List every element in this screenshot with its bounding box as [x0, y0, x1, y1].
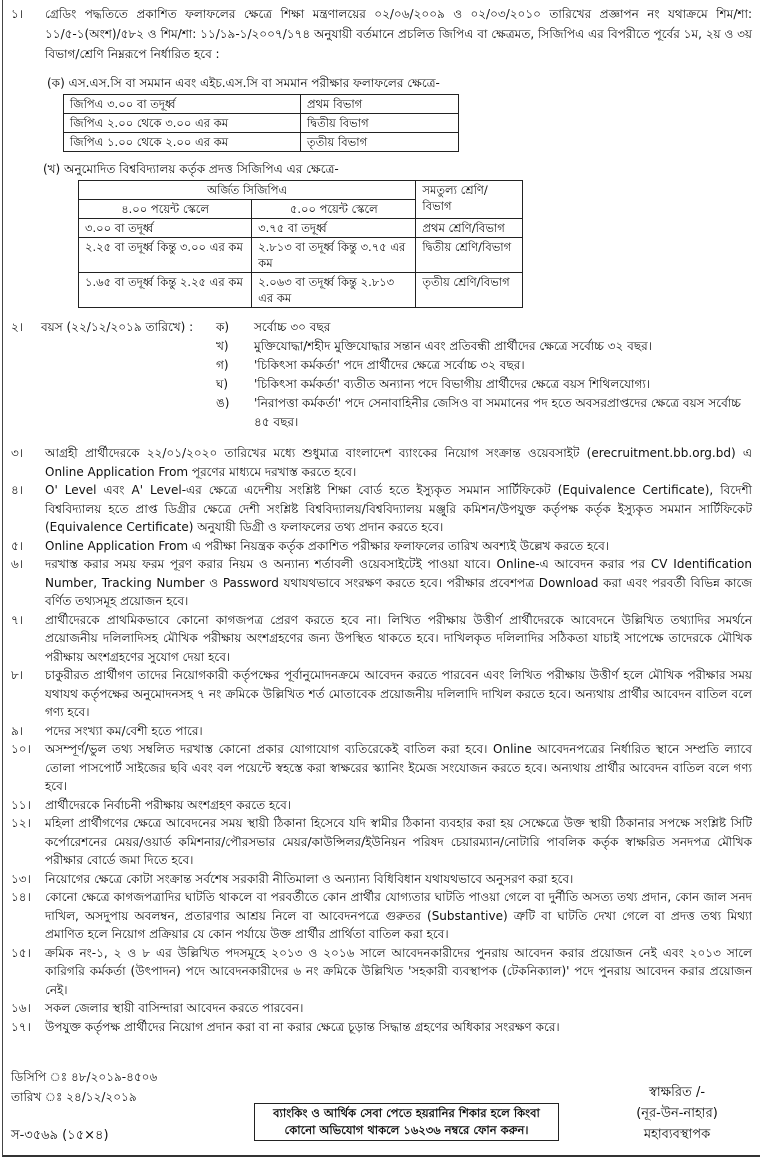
reference-number: স-৩৫৬৯ (১৫×৪) — [11, 1128, 109, 1143]
rule-mark: গ) — [216, 358, 229, 372]
rule-text: 'চিকিৎসা কর্মকর্তা' ব্যতীত অন্যান্য পদে বিভাগীয় প্রার্থীদের ক্ষেত্রে বয়স শিথিলযোগ্য। — [254, 377, 651, 391]
footer — [11, 1062, 752, 1145]
item-number: ৫। — [11, 538, 24, 553]
table-header-row — [79, 181, 523, 200]
table-cell: জিপিএ ২.০০ থেকে ৩.০০ এর কম — [64, 114, 301, 133]
dcp-number: ডিসিপি ঃ ৪৮/২০১৯-৪৫০৬ — [11, 1070, 158, 1084]
table-cell: ২.০৬৩ বা তদূর্ধ্ব কিন্তু ২.৮১৩ এর কম — [252, 273, 416, 308]
item-text: দরখাস্ত করার সময় ফরম পূরণ করার নিয়ম ও অন্যান্য শর্তাবলী ওয়েবসাইটেই পাওয়া যাবে। Online-এ আবেদন করার পর CV Identification Number, Tracking Number ও Password যথাযথভাবে সংরক্ষণ করতে হবে। পরীক্ষার প্রবেশপত্র Download করা এবং পরবর্তী বিভিন্ন কাজে বর্ণিত তথ্যসমূহ প্রয়োজন হবে। — [45, 557, 752, 608]
table-cell: প্রথম শ্রেণি/বিভাগ — [416, 219, 523, 238]
list-item — [11, 740, 752, 796]
table-cell: দ্বিতীয় শ্রেণি/বিভাগ — [416, 238, 523, 273]
item-text: প্রার্থীদেরকে নির্বাচনী পরীক্ষায় অংশগ্রহণ করতে হবে। — [45, 797, 292, 812]
item-number: ৩। — [11, 446, 24, 460]
table-cell: প্রথম বিভাগ — [301, 95, 459, 114]
item-text: অসম্পূর্ণ/ভুল তথ্য সম্বলিত দরখাস্ত কোনো প্রকার যোগাযোগ ব্যতিরেকেই বাতিল করা হবে। Online আবেদনপত্রের নির্ধারিত স্থানে সম্প্রতি ল্যাবে তোলা পাসপোর্ট সাইজের ছবি এবং বল পয়েন্টে স্বহস্তে করা স্বাক্ষরের স্ক্যানিং ইমেজ সংযোজন করতে হবে। অন্যথায় প্রার্থীর আবেদন বাতিল বলে গণ্য হবে। — [45, 742, 752, 793]
item-text: Online Application From এ পরীক্ষা নিয়ন্ত্রক কর্তৃক প্রকাশিত পরীক্ষার ফলাফলের তারিখ অবশ্যই উল্লেখ করতে হবে। — [45, 538, 610, 553]
list-item — [11, 537, 752, 556]
item-text: O' Level এবং A' Level-এর ক্ষেত্রে এদেশীয় সংশ্লিষ্ট শিক্ষা বোর্ড হতে ইস্যুকৃত সমমান সার্টিফিকেট (Equivalence Certificate), বিদেশী বিশ্ববিদ্যালয় হতে প্রাপ্ত ডিগ্রীর ক্ষেত্রে দেশী সংশ্লিষ্ট বিশ্ববিদ্যালয়/বিশ্ববিদ্যালয় মঞ্জুরি কমিশন/উপযুক্ত কর্তৃপক্ষ কর্তৃক ইস্যুকৃত সমমান সার্টিফিকেট (Equivalence Certificate) অনুযায়ী ডিগ্রী ও ফলাফলের তথ্য প্রদান করতে হবে। — [45, 483, 752, 534]
table-cell: জিপিএ ৩.০০ বা তদূর্ধ্ব — [64, 95, 301, 114]
table-cell: ১.৬৫ বা তদূর্ধ্ব কিন্তু ২.২৫ এর কম — [79, 273, 252, 308]
signed-label: স্বাক্ষরিত /- — [648, 1085, 706, 1100]
footer-left — [11, 1067, 211, 1145]
gpa-table — [63, 94, 459, 152]
header-cgpa: অর্জিত সিজিপিএ — [79, 181, 416, 200]
item-number: ৪। — [11, 483, 24, 497]
item-text: চাকুরীরত প্রার্থীগণ তাদের নিয়োগকারী কর্তৃপক্ষের পূর্বানুমোদনক্রমে আবেদন করতে পারবেন এবং লিখিত পরীক্ষায় উত্তীর্ণ হলে মৌখিক পরীক্ষার সময় যথাযথ কর্তৃপক্ষের অনুমোদনসহ ৭ নং ক্রমিকে উল্লিখিত শর্ত মোতাবেক প্রয়োজনীয় দলিলাদি দাখিল করতে হবে। অন্যথায় প্রার্থীর আবেদন বাতিল বলে গণ্য হবে। — [45, 668, 752, 719]
table-row — [64, 114, 459, 133]
table-row — [64, 133, 459, 152]
table-cell: ২.৮১৩ বা তদূর্ধ্ব কিন্তু ৩.৭৫ এর কম — [252, 238, 416, 273]
notice-line: কোনো অভিযোগ থাকলে ১৬২৩৬ নম্বরে ফোন করুন। — [284, 1123, 529, 1137]
rule-text: মুক্তিযোদ্ধা/শহীদ মুক্তিযোদ্ধার সন্তান এবং প্রতিবন্ধী প্রার্থীদের ক্ষেত্রে সর্বোচ্চ ৩২ বছর। — [254, 339, 653, 353]
item-number: ১২। — [11, 816, 31, 830]
item-number: ১৬। — [11, 1001, 31, 1015]
item-text: গ্রেডিং পদ্ধতিতে প্রকাশিত ফলাফলের ক্ষেত্রে শিক্ষা মন্ত্রণালয়ের ০২/০৬/২০০৯ ও ০২/০৩/২০১০ তারিখের প্রজ্ঞাপন নং যথাক্রমে শিম/শা: ১১/৫-১(অংশ)/৫৮২ ও শিম/শা: ১১/১৯-১/২০০৭/১৭৪ অনুযায়ী বর্তমানে প্রচলিত জিপিএ বা ক্ষেত্রমত, সিজিপিএ এর বিপরীতে পূর্বের ১ম, ২য় ও ৩য় বিভাগ/শ্রেণি নিম্নরূপে নির্ধারিত হবে : — [45, 7, 752, 61]
header-5-scale: ৫.০০ পয়েন্ট স্কেলে — [252, 200, 416, 219]
item-text: আগ্রহী প্রার্থীদেরকে ২২/০১/২০২০ তারিখের মধ্যে শুধুমাত্র বাংলাদেশ ব্যাংকের নিয়োগ সংক্রান্ত ওয়েবসাইট (erecruitment.bb.org.bd) এ Online Application From পূরণের মাধ্যমে দরখাস্ত করতে হবে। — [45, 446, 752, 479]
item-number: ১১। — [11, 797, 31, 812]
list-item — [11, 444, 752, 481]
rule-text: 'চিকিৎসা কর্মকর্তা' পদে প্রার্থীদের ক্ষেত্রে সর্বোচ্চ ৩২ বছর। — [254, 358, 525, 372]
rule-text: সর্বোচ্চ ৩০ বছর — [254, 320, 331, 334]
table-cell: দ্বিতীয় বিভাগ — [301, 114, 459, 133]
cgpa-table — [78, 180, 523, 308]
item-text: কোনো ক্ষেত্রে কাগজপত্রাদির ঘাটতি থাকলে বা পরবর্তীতে কোন প্রার্থীর যোগ্যতার ঘাটতি পাওয়া গেলে বা দুর্নীতি অসত্য তথ্য প্রদান, কোন জাল সনদ দাখিল, অসদুপায় অবলম্বন, প্রতারণার আশ্রয় নিলে বা আবেদনপত্রে গুরুতর (Substantive) ত্রুটি বা ঘাটতি দেখা গেলে বা প্রদত্ত তথ্য মিথ্যা প্রমাণিত হলে নিয়োগ প্রক্রিয়ার যে কোন পর্যায়ে উক্ত প্রার্থীর প্রার্থিতা বাতিল করা হবে। — [45, 890, 752, 941]
item-2-age — [11, 318, 752, 432]
table-cell: তৃতীয় বিভাগ — [301, 133, 459, 152]
table-row — [79, 238, 523, 273]
item-number: ১। — [11, 7, 24, 21]
age-rule — [216, 375, 752, 394]
list-item — [11, 1018, 752, 1037]
table-row — [64, 95, 459, 114]
header-4-scale: ৪.০০ পয়েন্ট স্কেলে — [79, 200, 252, 219]
age-rule — [216, 394, 752, 432]
item-text: ক্রমিক নং-১, ২ ও ৮ এর উল্লিখিত পদসমূহে ২০১৩ ও ২০১৬ সালে আবেদনকারীদের পুনরায় আবেদন করার প্রয়োজন নেই এবং ২০১৩ সালে কারিগরি কর্মকর্তা (উৎপাদন) পদে আবেদনকারীদের ৬ নং ক্রমিকে উল্লিখিত 'সহকারী ব্যবস্থাপক (টেকনিক্যাল)' পদে পুনরায় আবেদন করার প্রয়োজন নেই। — [45, 945, 752, 997]
table-row — [79, 219, 523, 238]
list-item — [11, 555, 752, 611]
document-page — [2, 0, 760, 1157]
item-number: ১৫। — [11, 945, 31, 960]
rule-mark: ঘ) — [216, 377, 229, 391]
table-cell: তৃতীয় শ্রেণি/বিভাগ — [416, 273, 523, 308]
item-text: পদের সংখ্যা কম/বেশী হতে পারে। — [45, 723, 203, 738]
rule-text: 'নিরাপত্তা কর্মকর্তা' পদে সেনাবাহিনীর জেসিও বা সমমানের পদ হতে অবসরপ্রাপ্তদের ক্ষেত্রে বয়স সর্বোচ্চ ৪৫ বছর। — [254, 396, 741, 429]
item-number: ২। — [11, 320, 24, 334]
item-number: ১৪। — [11, 890, 31, 904]
list-item — [11, 944, 752, 1000]
rule-mark: ঙ) — [216, 396, 230, 410]
table-cell: ২.২৫ বা তদূর্ধ্ব কিন্তু ৩.০০ এর কম — [79, 238, 252, 273]
list-item — [11, 481, 752, 537]
item-number: ১৭। — [11, 1019, 31, 1034]
list-item — [11, 814, 752, 870]
item-number: ১৩। — [11, 871, 31, 886]
list-item — [11, 870, 752, 889]
item-text: প্রার্থীদেরকে প্রাথমিকভাবে কোনো কাগজপত্র প্রেরণ করতে হবে না। লিখিত পরীক্ষায় উত্তীর্ণ প্রার্থীদেরকে আবেদনে উল্লিখিত তথ্যাদির সমর্থনে প্রয়োজনীয় দলিলাদিসহ মৌখিক পরীক্ষায় অংশগ্রহণের জন্য উপস্থিত থাকতে হবে। দাখিলকৃত দলিলাদির সঠিকতা যাচাই সাপেক্ষে তাদেরকে মৌখিক পরীক্ষায় অংশগ্রহণের সুযোগ দেয়া হবে। — [45, 612, 752, 664]
list-item — [11, 722, 752, 741]
table-cell: ৩.৭৫ বা তদূর্ধ্ব — [252, 219, 416, 238]
list-item — [11, 888, 752, 944]
rule-mark: খ) — [216, 339, 229, 353]
item-number: ৬। — [11, 557, 24, 571]
gpa-caption: (ক) এস.এস.সি বা সমমান এবং এইচ.এস.সি বা সমমান পরীক্ষার ফলাফলের ক্ষেত্রে- — [47, 76, 440, 90]
item-text: সকল জেলার স্থায়ী বাসিন্দারা আবেদন করতে পারবেন। — [45, 1001, 304, 1015]
list-item — [11, 666, 752, 722]
cgpa-caption: (খ) অনুমোদিত বিশ্ববিদ্যালয় কর্তৃক প্রদত্ত সিজিপিএ এর ক্ষেত্রে- — [43, 162, 339, 176]
issue-date: তারিখ ঃ ২৪/১২/২০১৯ — [11, 1090, 137, 1104]
item-text: উপযুক্ত কর্তৃপক্ষ প্রার্থীদের নিয়োগ প্রদান করা বা না করার ক্ষেত্রে চূড়ান্ত সিদ্ধান্ত গ্রহণের অধিকার সংরক্ষণ করে। — [45, 1019, 560, 1034]
age-rule — [216, 337, 752, 356]
signatory-designation: মহাব্যবস্থাপক — [643, 1127, 711, 1142]
age-rule — [216, 318, 752, 337]
item-number: ৭। — [11, 612, 24, 627]
notice-line: ব্যাংকিং ও আর্থিক সেবা পেতে হয়রানির শিকার হলে কিংবা — [273, 1106, 540, 1120]
table-cell: জিপিএ ১.০০ থেকে ২.০০ এর কম — [64, 133, 301, 152]
signature-block — [602, 1082, 752, 1145]
list-item — [11, 999, 752, 1018]
item-number: ৮। — [11, 668, 24, 682]
age-rule — [216, 356, 752, 375]
numbered-items — [11, 444, 752, 1036]
table-cell: ৩.০০ বা তদূর্ধ্ব — [79, 219, 252, 238]
item-text: নিয়োগের ক্ষেত্রে কোটা সংক্রান্ত সর্বশেষ সরকারী নীতিমালা ও অন্যান্য বিধিবিধান যথাযথভাবে অনুসরণ করা হবে। — [45, 871, 574, 886]
complaint-notice-box — [254, 1103, 559, 1141]
item-number: ১০। — [11, 742, 31, 756]
item-1 — [11, 4, 752, 64]
list-item — [11, 611, 752, 667]
header-equivalent: সমতুল্য শ্রেণি/বিভাগ — [416, 181, 523, 219]
age-label: বয়স (২২/১২/২০১৯ তারিখে) : — [41, 320, 194, 334]
list-item — [11, 796, 752, 815]
rule-mark: ক) — [216, 320, 230, 334]
item-text: মহিলা প্রার্থীগণের ক্ষেত্রে আবেদনের সময় স্থায়ী ঠিকানা হিসেবে যদি স্বামীর ঠিকানা ব্যবহার করা হয় সেক্ষেত্রে উক্ত স্থায়ী ঠিকানার সপক্ষে সংশ্লিষ্ট সিটি কর্পোরেশনের মেয়র/ওয়ার্ড কমিশনার/পৌরসভার মেয়র/কাউন্সিলর/ইউনিয়ন পরিষদ চেয়ারম্যান/নোটারি পাবলিক কর্তৃক স্বাক্ষরিত সনদপত্র মৌখিক পরীক্ষার বোর্ডে জমা দিতে হবে। — [45, 816, 752, 867]
item-number: ৯। — [11, 723, 24, 738]
signatory-name: (নূর-উন-নাহার) — [636, 1106, 718, 1121]
age-rules — [216, 318, 752, 432]
table-row — [79, 273, 523, 308]
